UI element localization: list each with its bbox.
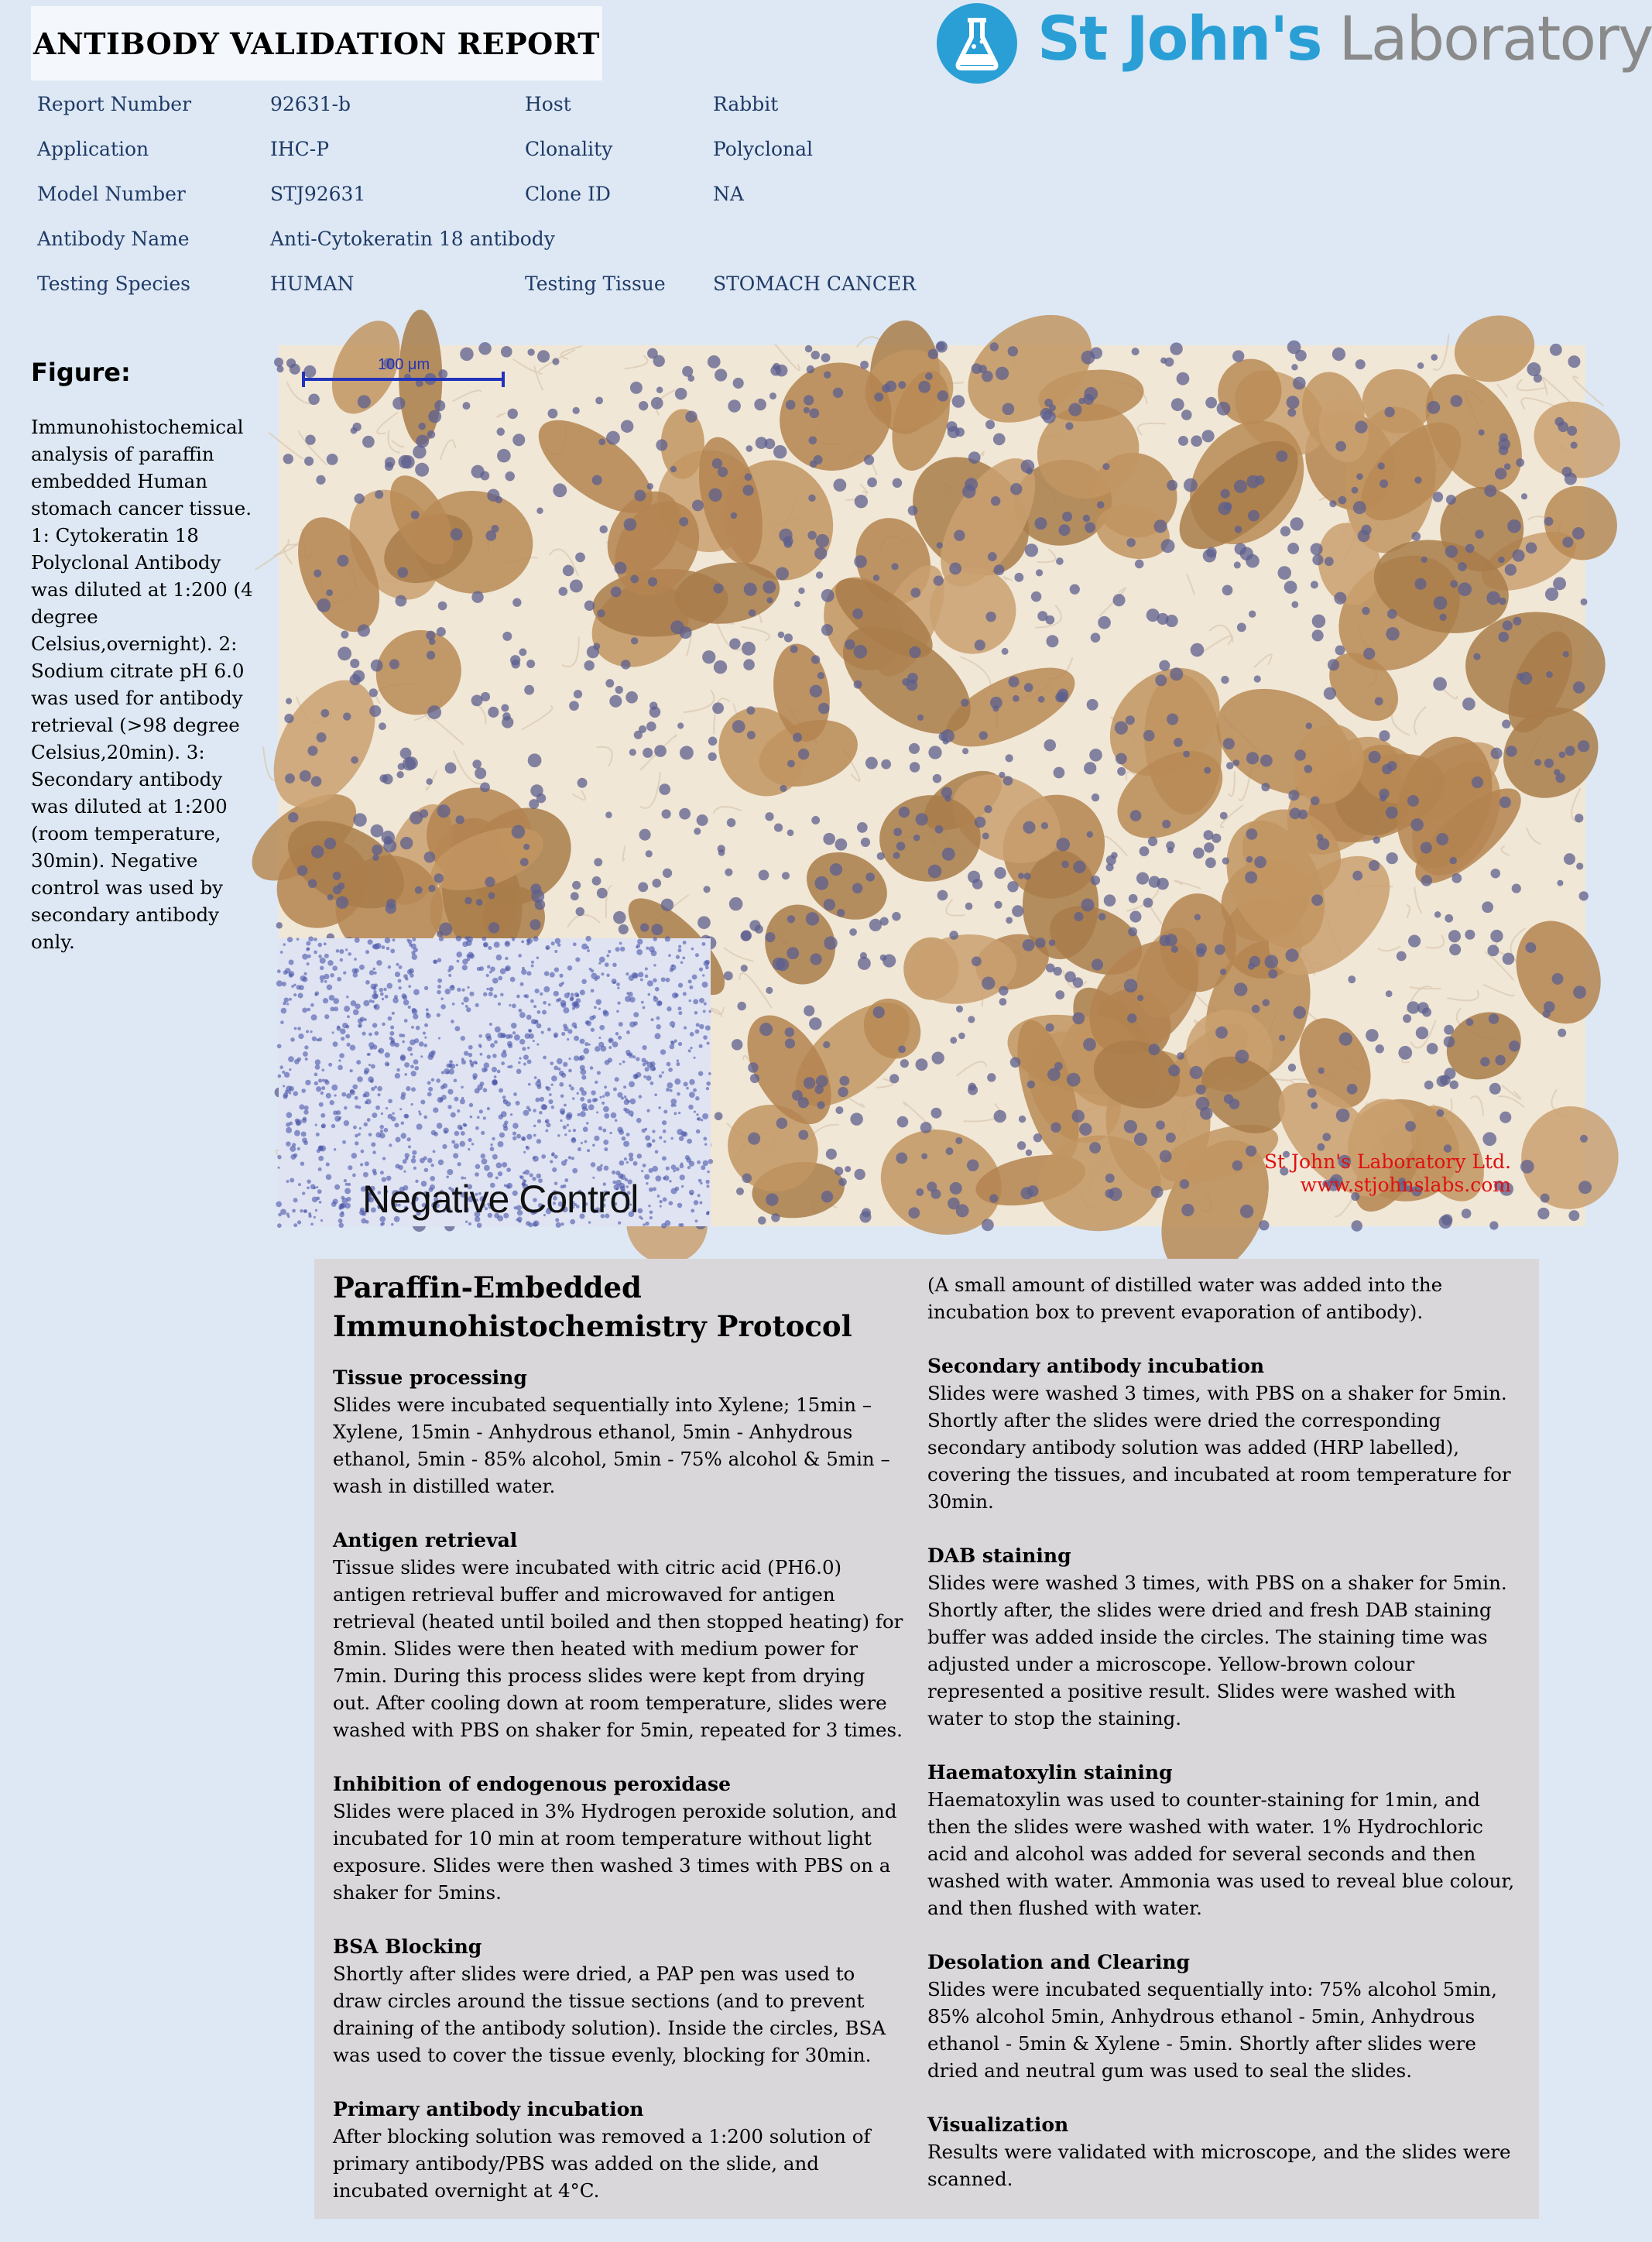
company-logo xyxy=(935,0,1652,87)
protocol-section xyxy=(333,1771,906,1906)
protocol-section xyxy=(927,1759,1516,1921)
section-heading: Desolation and Clearing xyxy=(927,1951,1191,1973)
section-body: Slides were incubated sequentially into: 75% alcohol 5min, 85% alcohol 5min, Anhydrous ethanol - 5min, Anhydrous ethanol - 5min & Xylene - 5min. Shortly after slides were dried and neutral gum was used to seal the slides. xyxy=(927,1978,1497,2082)
testing-tissue-label: Testing Tissue xyxy=(525,273,666,295)
section-heading: Visualization xyxy=(927,2113,1069,2136)
report-title: ANTIBODY VALIDATION REPORT xyxy=(33,26,600,61)
ihc-micrograph xyxy=(279,345,1585,1226)
section-heading: Secondary antibody incubation xyxy=(927,1355,1265,1377)
section-body: Tissue slides were incubated with citric acid (PH6.0) antigen retrieval buffer and microwaved for antigen retrieval (heated until boiled and then stopped heating) for 8min. Slides were then heated with medium power for 7min. During this process slides were kept from drying out. After cooling down at room temperature, slides were washed with PBS on shaker for 5min, repeated for 3 times. xyxy=(333,1556,903,1741)
protocol-section xyxy=(333,2096,906,2204)
protocol-section xyxy=(927,1949,1516,2084)
model-number-value: STJ92631 xyxy=(270,183,366,205)
report-title-box xyxy=(31,6,602,81)
host-value: Rabbit xyxy=(713,93,779,115)
application-label: Application xyxy=(37,138,149,160)
antibody-name-value: Anti-Cytokeratin 18 antibody xyxy=(270,228,555,250)
protocol-column-right xyxy=(927,1271,1516,2220)
section-body: Results were validated with microscope, and the slides were scanned. xyxy=(927,2141,1511,2190)
section-body: Slides were washed 3 times, with PBS on a shaker for 5min. Shortly after, the slides were dried and fresh DAB staining buffer was added inside the circles. The staining time was adjusted under a microscope. Yellow-brown colour represented a positive result. Slides were washed with water to stop the staining. xyxy=(927,1572,1507,1729)
report-number-label: Report Number xyxy=(37,93,192,115)
report-number-value: 92631-b xyxy=(270,93,351,115)
watermark-company: St John's Laboratory Ltd. xyxy=(1263,1150,1511,1173)
section-body: (A small amount of distilled water was added into the incubation box to prevent evaporation of antibody). xyxy=(927,1274,1443,1323)
section-body: Haematoxylin was used to counter-staining for 1min, and then the slides were washed with water. 1% Hydrochloric acid and alcohol was added for several seconds and then washed with water. Ammonia was used to reveal blue colour, and then flushed with water. xyxy=(927,1788,1515,1919)
protocol-column-left xyxy=(333,1268,906,2231)
section-heading: Primary antibody incubation xyxy=(333,2098,644,2120)
clonality-value: Polyclonal xyxy=(713,138,814,160)
protocol-section xyxy=(333,1364,906,1500)
testing-tissue-value: STOMACH CANCER xyxy=(713,273,917,295)
section-heading: Inhibition of endogenous peroxidase xyxy=(333,1773,731,1795)
image-watermark xyxy=(1264,1150,1511,1197)
protocol-section xyxy=(927,1352,1516,1515)
section-body: After blocking solution was removed a 1:200 solution of primary antibody/PBS was added on the slide, and incubated overnight at 4°C. xyxy=(333,2125,871,2202)
section-body: Slides were incubated sequentially into Xylene; 15min – Xylene, 15min - Anhydrous ethanol, 5min - Anhydrous ethanol, 5min - 85% alcohol, 5min - 75% alcohol & 5min – wash in distilled water. xyxy=(333,1394,890,1497)
protocol-section xyxy=(333,1527,906,1743)
section-heading: BSA Blocking xyxy=(333,1935,482,1958)
protocol-section xyxy=(927,2111,1516,2192)
antibody-name-label: Antibody Name xyxy=(37,228,190,250)
logo-wordmark: St John's Laboratory xyxy=(1037,5,1652,74)
section-body: Slides were washed 3 times, with PBS on a shaker for 5min. Shortly after the slides were dried the corresponding secondary antibody solution was added (HRP labelled), covering the tissues, and incubated at room temperature for 30min. xyxy=(927,1382,1511,1513)
application-value: IHC-P xyxy=(270,138,330,160)
protocol-title: Paraffin-Embedded Immunohistochemistry Protocol xyxy=(333,1270,852,1343)
scale-bar-label: 100 μm xyxy=(378,356,430,373)
protocol-panel xyxy=(314,1259,1539,2219)
figure-title: Figure: xyxy=(31,358,131,387)
negative-control-inset xyxy=(279,938,711,1226)
clone-id-label: Clone ID xyxy=(525,183,611,205)
section-heading: Antigen retrieval xyxy=(333,1529,518,1551)
model-number-label: Model Number xyxy=(37,183,186,205)
clone-id-value: NA xyxy=(713,183,744,205)
protocol-section xyxy=(927,1542,1516,1732)
section-body: Shortly after slides were dried, a PAP pen was used to draw circles around the tissue sections (and to prevent draining of the antibody solution). Inside the circles, BSA was used to cover the tissue evenly, blocking for 30min. xyxy=(333,1963,886,2066)
flask-icon xyxy=(935,2,1019,85)
negative-control-label: Negative Control xyxy=(362,1178,639,1221)
testing-species-label: Testing Species xyxy=(37,273,190,295)
watermark-url: www.stjohnslabs.com xyxy=(1300,1174,1511,1196)
section-heading: Tissue processing xyxy=(333,1366,527,1389)
host-label: Host xyxy=(525,93,571,115)
protocol-section xyxy=(333,1933,906,2069)
section-body: Slides were placed in 3% Hydrogen peroxide solution, and incubated for 10 min at room temperature without light exposure. Slides were then washed 3 times with PBS on a shaker for 5mins. xyxy=(333,1800,897,1904)
testing-species-value: HUMAN xyxy=(270,273,355,295)
protocol-section xyxy=(927,1271,1516,1325)
section-heading: Haematoxylin staining xyxy=(927,1761,1173,1784)
section-heading: DAB staining xyxy=(927,1544,1071,1567)
figure-caption: Immunohistochemical analysis of paraffin embedded Human stomach cancer tissue. 1: Cytokeratin 18 Polyclonal Antibody was diluted at 1:200 (4 degree Celsius,overnight). 2: Sodium citrate pH 6.0 was used for antibody retrieval (>98 degree Celsius,20min). 3: Secondary antibody was diluted at 1:200 (room temperature, 30min). Negative control was used by secondary antibody only. xyxy=(31,416,253,953)
clonality-label: Clonality xyxy=(525,138,613,160)
